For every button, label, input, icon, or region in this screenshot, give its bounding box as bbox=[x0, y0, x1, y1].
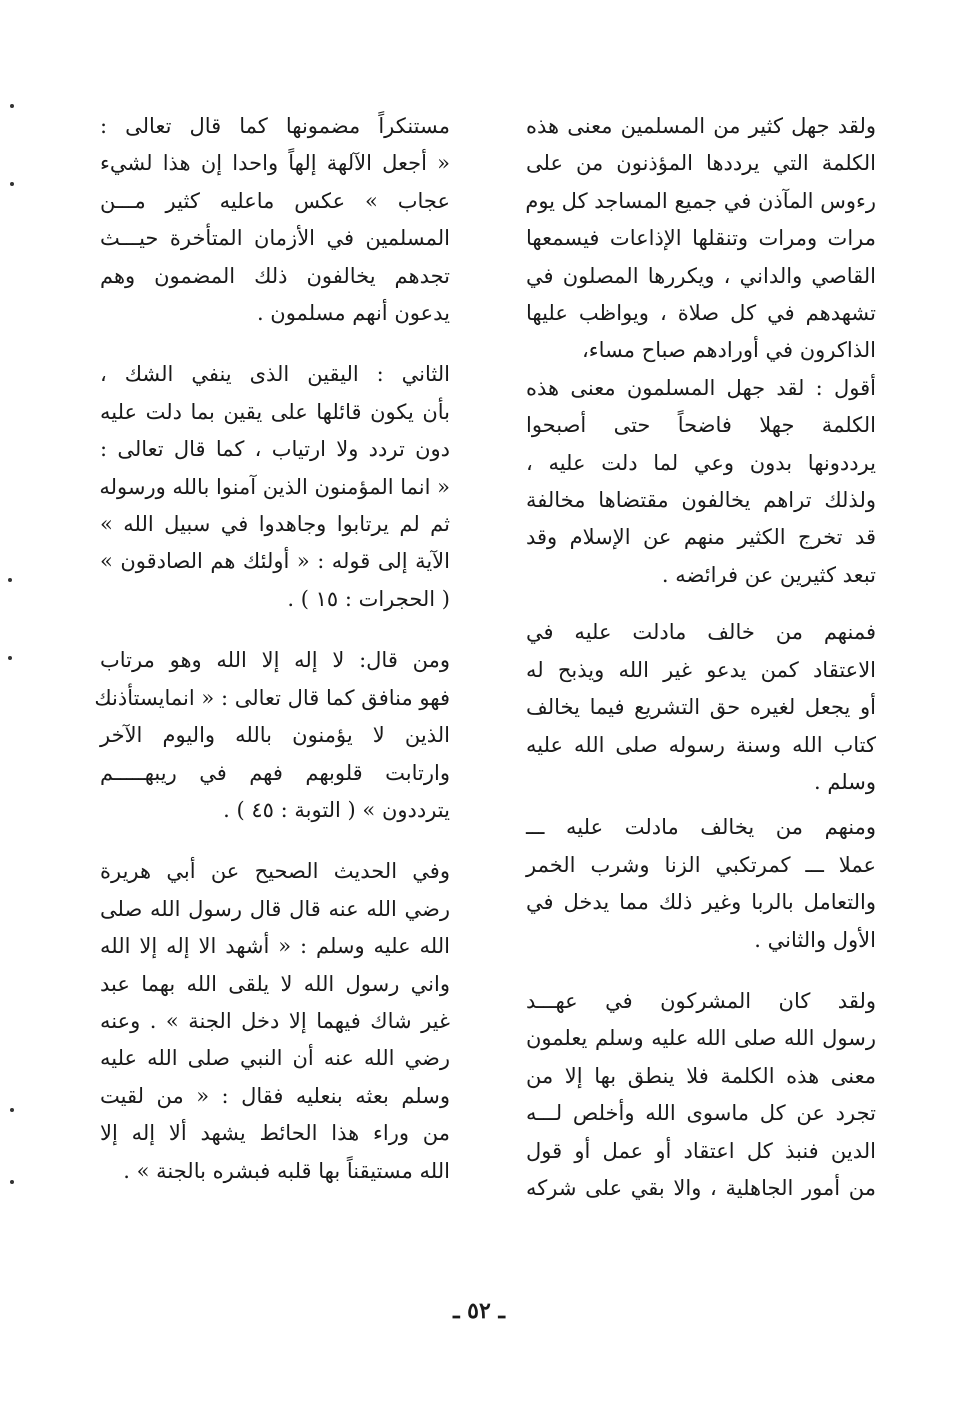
text-line: فهو منافق كما قال تعالى : « انمايستأذنك bbox=[94, 685, 450, 710]
text-line: وسلم بعثه بنعليه فقال : « من لقيت bbox=[100, 1083, 450, 1108]
text-line: معنى هذه الكلمة فلا ينطق بها إلا من bbox=[526, 1063, 876, 1088]
paragraph bbox=[100, 356, 450, 618]
text-line: ولقد كان المشركون في عهـــد bbox=[526, 988, 876, 1013]
paragraph bbox=[94, 642, 450, 829]
scan-speck bbox=[8, 656, 12, 660]
text-line: الآية إلى قوله : « أولئك هم الصادقون » bbox=[100, 549, 450, 574]
text-line: الاعتقاد كمن يدعو غير الله ويذبح له bbox=[526, 657, 876, 682]
text-line: تشهدهم في كل صلاة ، ويواظب عليها bbox=[526, 301, 876, 326]
text-line: قد تخرج الكثير منهم عن الإسلام وقد bbox=[526, 525, 876, 550]
text-line: واني رسول الله لا يلقى الله بهما عبد bbox=[100, 971, 450, 996]
text-line: ولقد جهل كثير من المسلمين معنى هذه bbox=[526, 114, 876, 138]
text-line: الكلمة جهلا فاضحاً حتى أصبحوا bbox=[526, 413, 876, 438]
paragraph bbox=[526, 370, 876, 594]
text-line: الثاني : اليقين الذى ينفي الشك ، bbox=[100, 362, 450, 387]
text-line: يترددون » ( التوبة : ٤٥ ) . bbox=[223, 797, 450, 822]
text-line: الله عليه وسلم : « أشهد الا إله إلا الله bbox=[100, 934, 450, 959]
text-line: رسول الله صلى الله عليه وسلم يعلمون bbox=[526, 1026, 876, 1051]
text-line: ولذلك تراهم يخالفون مقتضاها مخالفة bbox=[526, 488, 876, 513]
text-line: بأن يكون قائلها على يقين بما دلت عليه bbox=[100, 399, 450, 424]
text-line: أو يجعل لغيره حق التشريع فيما يخالف bbox=[526, 695, 876, 720]
text-line: ومنهم من يخالف مادلت عليه ـــ bbox=[526, 815, 876, 840]
text-line: مرات ومرات وتنقلها الإذاعات فيسمعها bbox=[526, 226, 876, 251]
scan-speck bbox=[10, 104, 14, 108]
text-line: وارتابت قلوبهم فهم في ريبهـــــم bbox=[100, 760, 450, 785]
text-line: عملا ـــ كمرتكبي الزنا وشرب الخمر bbox=[526, 852, 876, 877]
text-line: الأول والثاني . bbox=[754, 927, 876, 952]
text-line: تجدهم يخالفون ذلك المضمون وهم bbox=[100, 263, 450, 288]
paragraph bbox=[100, 108, 450, 332]
paragraph bbox=[526, 108, 876, 370]
text-line: وفي الحديث الصحيح عن أبي هريرة bbox=[100, 859, 450, 884]
left-column bbox=[94, 108, 450, 1190]
text-line: والتعامل بالربا وغير ذلك مما يدخل في bbox=[526, 890, 876, 915]
text-line: « أجعل الآلهة إلهاً واحدا إن هذا لشيء bbox=[100, 151, 450, 176]
text-line: القاصي والداني ، ويكررها المصلون في bbox=[526, 263, 876, 288]
text-line: تبعد كثيرين عن فرائضه . bbox=[661, 562, 876, 587]
paragraph bbox=[526, 614, 876, 801]
paragraph bbox=[526, 983, 876, 1207]
text-line: الدين فنبذ كل اعتقاد أو عمل أو قول bbox=[526, 1138, 876, 1163]
text-line: « انما المؤمنون الذين آمنوا بالله ورسوله bbox=[99, 474, 450, 499]
scan-speck bbox=[8, 578, 12, 582]
text-line: دون تردد ولا ارتياب ، كما قال تعالى : bbox=[100, 437, 450, 462]
text-line: رضي الله عنه أن النبي صلى الله عليه bbox=[100, 1046, 450, 1071]
text-line: غير شاك فيهما إلا دخل الجنة » . وعنه bbox=[100, 1008, 450, 1033]
right-column bbox=[526, 108, 876, 1207]
text-line: كتاب الله وسنة رسوله صلى الله عليه bbox=[526, 732, 876, 757]
text-line: المسلمين في الأزمان المتأخرة حيـــث bbox=[100, 226, 450, 251]
scan-speck bbox=[10, 1108, 14, 1112]
text-line: يرددونها بدون وعي لما دلت عليه ، bbox=[526, 450, 876, 475]
page-number: ـ ٥٢ ـ bbox=[453, 1298, 505, 1324]
text-line: ومن قال: لا إله إلا الله وهو مرتاب bbox=[100, 648, 450, 673]
text-line: وسلم . bbox=[813, 769, 876, 794]
text-line: الذين لا يؤمنون بالله واليوم الآخر bbox=[100, 723, 450, 748]
text-line: مستنكراً مضمونها كما قال تعالى : bbox=[100, 114, 450, 138]
paragraph bbox=[100, 853, 450, 1190]
text-line: يدعون أنهم مسلمون . bbox=[256, 301, 450, 326]
text-line: رضي الله عنه قال قال رسول الله صلى bbox=[100, 896, 450, 921]
text-line: من أمور الجاهلية ، والا بقي على شركه bbox=[526, 1175, 876, 1200]
text-line: ( الحجرات : ١٥ ) . bbox=[287, 586, 450, 611]
text-line: ثم لم يرتابوا وجاهدوا في سبيل الله » bbox=[100, 512, 450, 537]
text-line: عجاب » عكس ماعليه كثير مـــن bbox=[100, 188, 450, 213]
text-line: فمنهم من خالف مادلت عليه في bbox=[526, 620, 876, 645]
text-line: أقول : لقد جهل المسلمون معنى هذه bbox=[526, 375, 876, 400]
text-line: الكلمة التي يرددها المؤذنون من على bbox=[526, 151, 876, 176]
paragraph bbox=[526, 809, 876, 959]
scan-speck bbox=[10, 182, 14, 186]
text-line: من وراء هذا الحائط يشهد ألا إله إلا bbox=[100, 1121, 450, 1146]
text-line: تجرد عن كل ماسوى الله وأخلص لـــه bbox=[526, 1101, 876, 1126]
text-line: الله مستيقناً بها قلبه فبشره بالجنة » . bbox=[123, 1158, 450, 1183]
text-line: رءوس المآذن في جميع المساجد كل يوم bbox=[525, 188, 876, 213]
scan-speck bbox=[10, 1180, 14, 1184]
text-line: الذاكرون في أورادهم صباح مساء، bbox=[582, 338, 876, 363]
